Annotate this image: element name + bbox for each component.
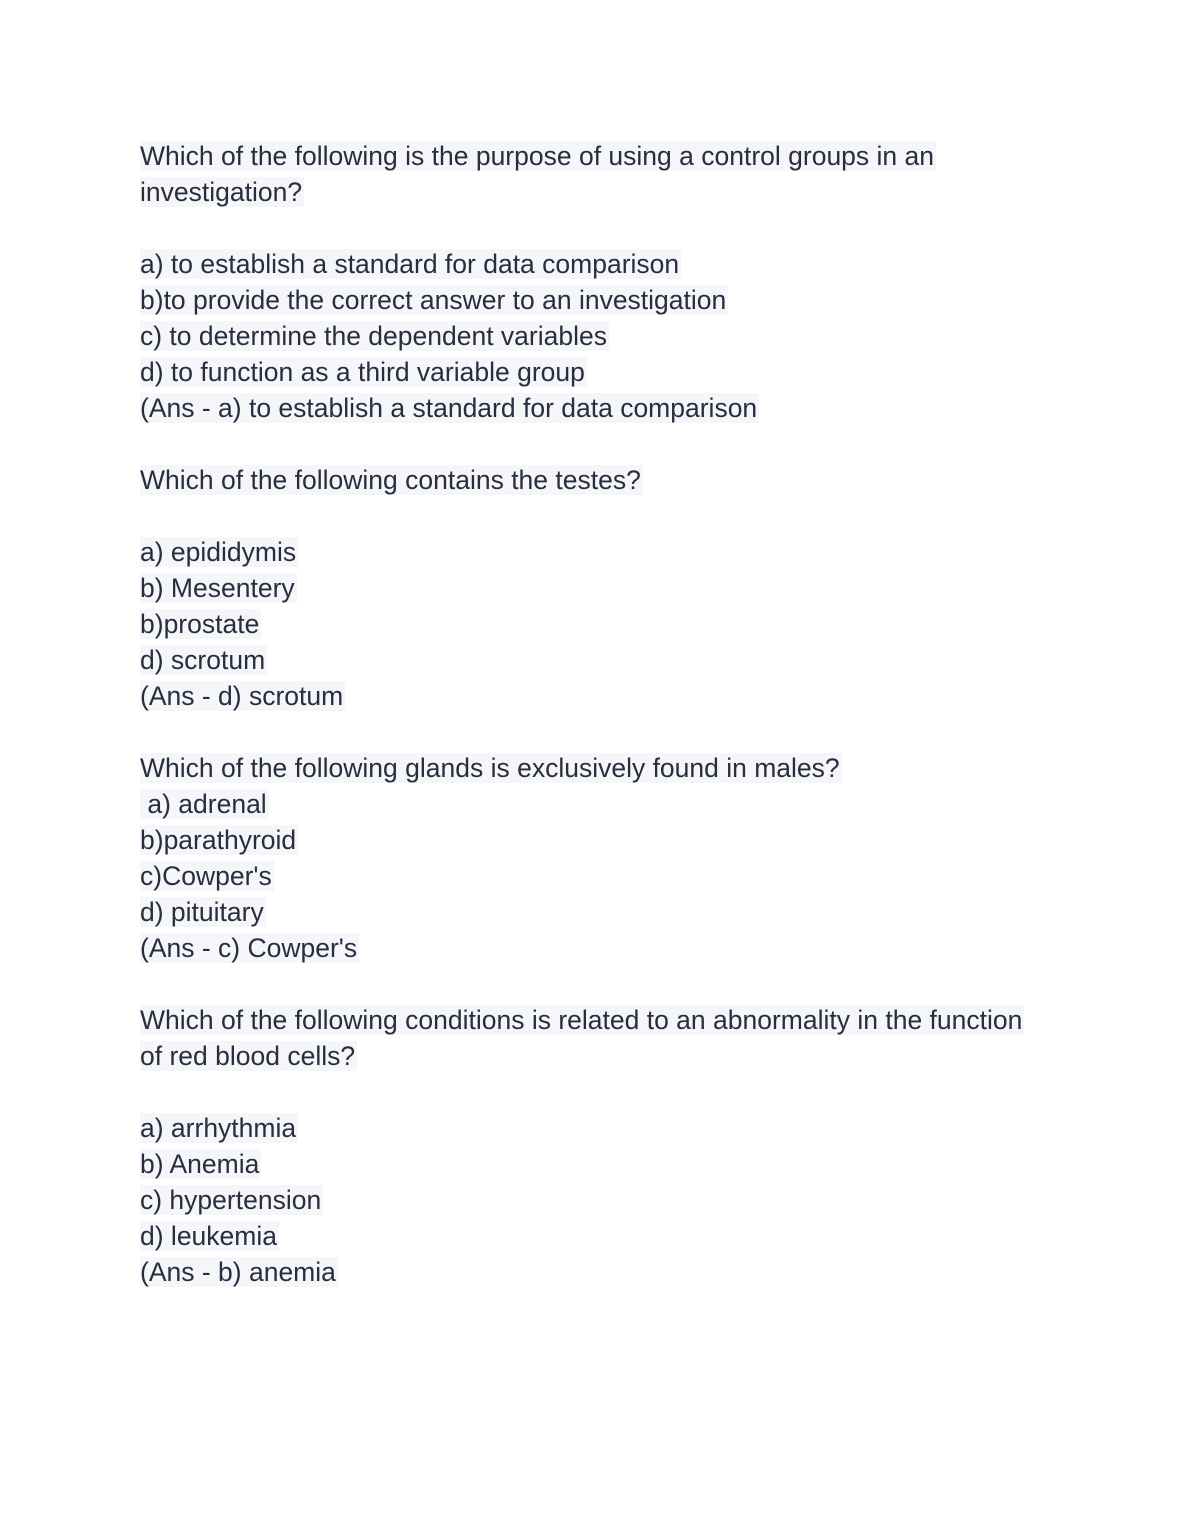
option-d: d) leukemia (140, 1221, 277, 1251)
question-text-line: investigation? (140, 177, 303, 207)
option-d: d) to function as a third variable group (140, 357, 585, 387)
option-c: c) to determine the dependent variables (140, 321, 607, 351)
answer-line: (Ans - a) to establish a standard for data comparison (140, 393, 758, 423)
option-b: b)to provide the correct answer to an investigation (140, 285, 727, 315)
question-block (140, 138, 1060, 426)
question-text-line: Which of the following is the purpose of using a control groups in an (140, 141, 934, 171)
option-c: b)prostate (140, 609, 260, 639)
question-text-line: of red blood cells? (140, 1041, 356, 1071)
option-a: a) adrenal (140, 789, 267, 819)
question-block (140, 1002, 1060, 1290)
option-a: a) epididymis (140, 537, 297, 567)
document-page (140, 138, 1060, 1290)
answer-line: (Ans - b) anemia (140, 1257, 336, 1287)
option-a: a) arrhythmia (140, 1113, 297, 1143)
answer-line: (Ans - c) Cowper's (140, 933, 358, 963)
answer-line: (Ans - d) scrotum (140, 681, 344, 711)
question-text-line: Which of the following conditions is related to an abnormality in the function (140, 1005, 1023, 1035)
option-d: d) scrotum (140, 645, 266, 675)
option-d: d) pituitary (140, 897, 264, 927)
option-b: b)parathyroid (140, 825, 297, 855)
option-b: b) Anemia (140, 1149, 260, 1179)
question-block (140, 750, 1060, 966)
option-a: a) to establish a standard for data comparison (140, 249, 680, 279)
question-block (140, 462, 1060, 714)
question-text-line: Which of the following contains the testes? (140, 465, 641, 495)
option-c: c)Cowper's (140, 861, 272, 891)
option-c: c) hypertension (140, 1185, 322, 1215)
option-b: b) Mesentery (140, 573, 295, 603)
question-text-line: Which of the following glands is exclusively found in males? (140, 753, 840, 783)
